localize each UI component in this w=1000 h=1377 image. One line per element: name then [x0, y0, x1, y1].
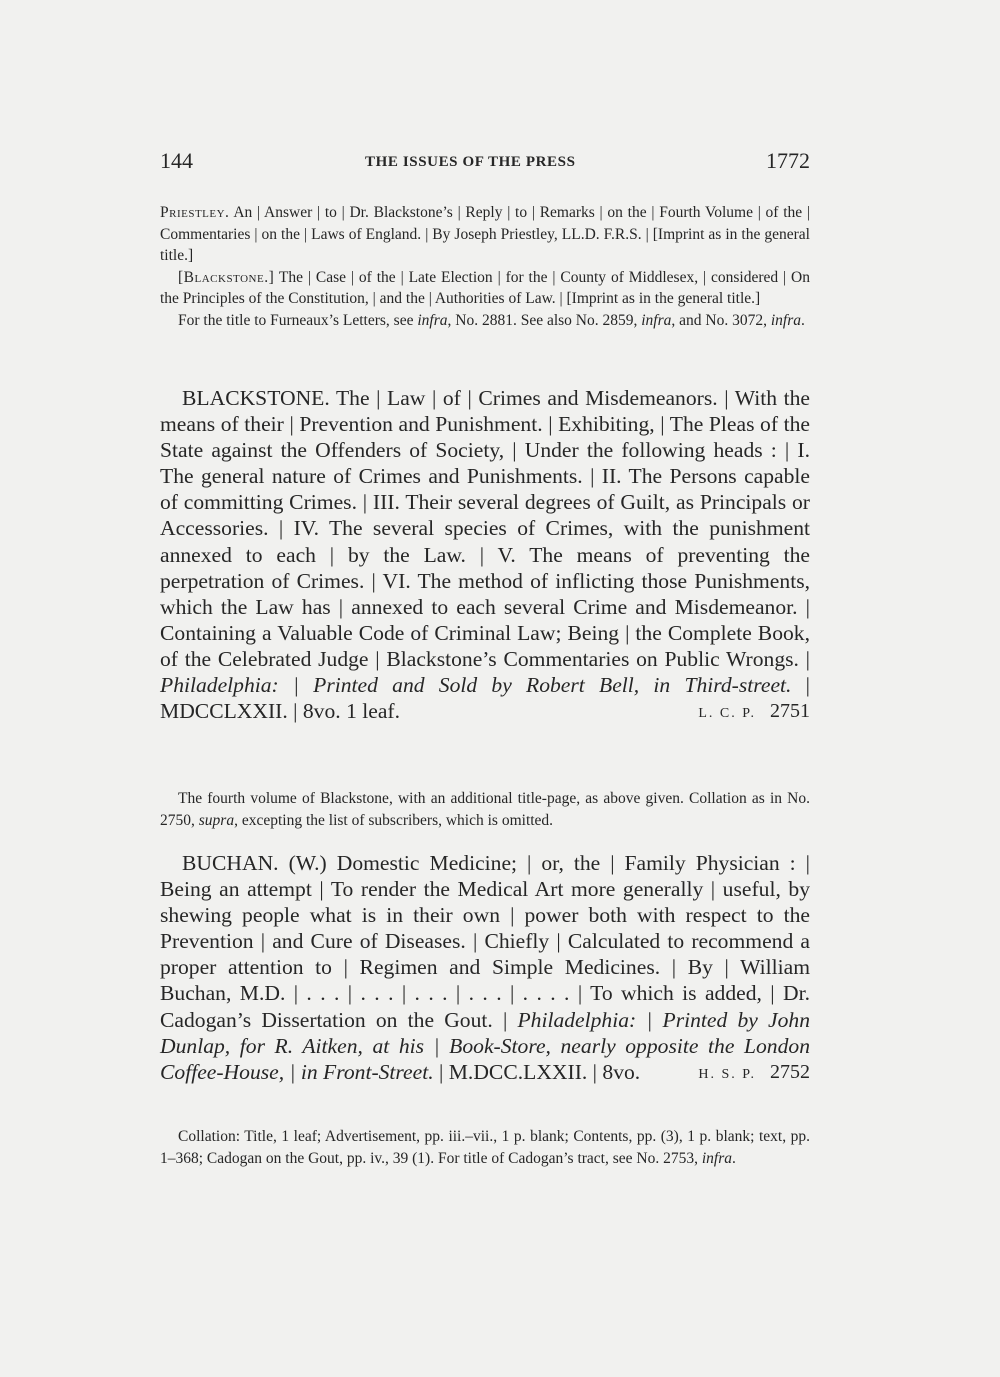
library-code: H. S. P. [698, 1066, 756, 1082]
entry-tail: | MDCCLXXII. | 8vo. 1 leaf. [160, 673, 810, 724]
note-text: , excepting the list of subscribers, which is omitted. [234, 811, 554, 829]
note-text: , No. 2881. See also No. 2859, [447, 311, 642, 329]
note-text: . [732, 1149, 736, 1167]
note-text: , and No. 3072, [671, 311, 771, 329]
entry-case [160, 267, 810, 310]
note-italic: infra [701, 1149, 732, 1167]
note-italic: infra [770, 311, 802, 329]
note-italic: infra [641, 311, 672, 329]
entry-imprint: Philadelphia: | Printed and Sold by Robert Bell, in Third-street. [160, 673, 792, 698]
running-title: THE ISSUES OF THE PRESS [365, 154, 576, 170]
note-text: The fourth volume of Blackstone, with an additional title-page, as above given. Collation as in No. 2750, [160, 790, 810, 829]
entry-title: BLACKSTONE. The | Law | of | Crimes and Misdemeanors. | With the means of their | Prevention and Punishment. | Exhibiting, | The Pleas of the State against the Offenders of Society, | Under the following heads : | I. The general nature of Crimes and Punishments. | II. The Persons capable of committing Crimes. | III. Their several degrees of Guilt, as Principals or Accessories. | IV. The several species of Crimes, with the punishment annexed to each | by the Law. | V. The means of preventing the perpetration of Crimes. | VI. The method of inflicting those Punishments, which the Law has | annexed to each several Crime and Misdemeanor. | Containing a Valuable Code of Criminal Law; Being | the Complete Book, of the Celebrated Judge | Blackstone’s Commentaries on Public Wrongs. | [160, 386, 810, 671]
note-text: . [801, 311, 805, 329]
entry-2751-note [160, 788, 810, 831]
page-header [160, 148, 810, 188]
entry-reference [676, 1059, 810, 1088]
entry-2752-note [160, 1126, 810, 1169]
entry-number: 2751 [770, 700, 810, 723]
entry-tail: | M.DCC.LXXII. | 8vo. [433, 1059, 641, 1084]
entry-priestley [160, 202, 810, 267]
entry-title: BUCHAN. (W.) Domestic Medicine; | or, the | Family Physician : | Being an attempt | To render the Medical Art more generally | useful, by shewing people what is in their own | power both with respect to the Prevention | and Cure of Diseases. | Chiefly | Calculated to recommend a proper attention to | Regimen and Simple Medicines. | By | William Buchan, M.D. | . . . | . . . | . . . | . . . | . . . . | To which is added, | Dr. Cadogan’s Dissertation on the Gout. | [160, 851, 810, 1032]
entry-text: An | Answer | to | Dr. Blackstone’s | Reply | to | Remarks | on the | Fourth Volume | of the | Commentaries | on the | Laws of England. | By Joseph Priestley, LL.D. F.R.S. | [Imprint as in the general title.] [160, 204, 810, 264]
note-italic: infra [417, 311, 448, 329]
entry-author: Priestley. [160, 204, 230, 221]
note-italic: supra [198, 811, 235, 829]
entries-continued [160, 202, 810, 331]
note-text: For the title to Furneaux’s Letters, see [178, 311, 418, 329]
entry-author: [Blackstone.] [178, 268, 275, 286]
entry-number: 2752 [770, 1060, 810, 1083]
entry-imprint: Philadelphia: | Printed by John Dunlap, for R. Aitken, at his | Book-Store, nearly opposite the London Coffee-House, | in Front-Street. [160, 1007, 810, 1084]
entry-text: The | Case | of the | Late Election | for the | County of Middlesex, | considered | On the Principles of the Constitution, | and the | Authorities of Law. | [Imprint as in the general title.] [160, 268, 810, 307]
entry-2752 [160, 850, 810, 1088]
entry-2751 [160, 385, 810, 727]
header-year: 1772 [766, 148, 810, 173]
note-text: Collation: Title, 1 leaf; Advertisement, pp. iii.–vii., 1 p. blank; Contents, pp. (3), 1 p. blank; text, pp. 1–368; Cadogan on the Gout, pp. iv., 39 (1). For title of Cadogan’s tract, see No. 2753, [160, 1128, 810, 1167]
entry-reference [676, 698, 810, 727]
library-code: L. C. P. [698, 706, 756, 722]
page-number: 144 [160, 148, 193, 173]
entry-furneaux-note [160, 310, 810, 332]
